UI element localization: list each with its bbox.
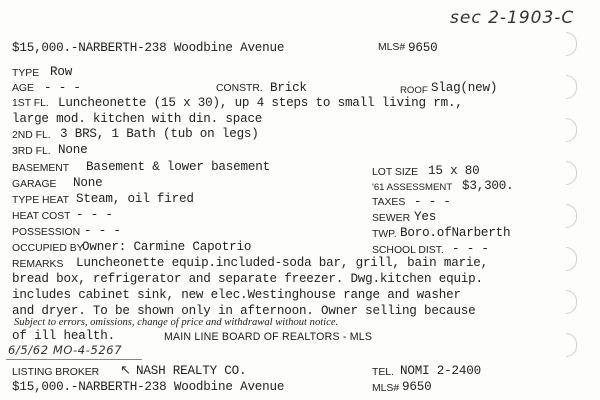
remarks-line4: and dryer. To be shown only in afternoon. Owner selling because <box>12 304 476 318</box>
sewer-label: SEWER <box>372 213 411 224</box>
tel-value: NOMI 2-2400 <box>400 364 481 378</box>
constr-label: CONSTR. <box>216 83 263 94</box>
basement-value: Basement & lower basement <box>86 160 270 174</box>
garage-label: GARAGE <box>12 179 57 190</box>
tel-label: TEL. <box>372 367 394 378</box>
constr-value: Brick <box>270 81 307 95</box>
possession-value: - - - <box>84 224 121 238</box>
first-floor-label: 1ST FL. <box>12 98 49 109</box>
punch-hole <box>566 290 577 314</box>
punch-hole <box>566 75 577 99</box>
school-dist-value: - - - <box>452 242 489 256</box>
third-floor-label: 3RD FL. <box>12 146 51 157</box>
assessment-value: $3,300. <box>462 179 514 193</box>
type-value: Row <box>50 65 73 79</box>
disclaimer: Subject to errors, omissions, change of price and withdrawal without notice. <box>14 317 339 328</box>
punch-hole <box>566 204 577 228</box>
header-price-address: $15,000.-NARBERTH-238 Woodbine Avenue <box>12 41 285 55</box>
type-heat-label: TYPE HEAT <box>12 195 69 206</box>
footer-price-address: $15,000.-NARBERTH-238 Woodbine Avenue <box>12 380 285 394</box>
type-heat-value: Steam, oil fired <box>76 192 194 206</box>
remarks-line3: includes cabinet sink, new elec.Westinghouse range and washer <box>12 288 461 302</box>
footer-mls-value: 9650 <box>402 380 432 394</box>
punch-hole <box>566 118 577 142</box>
remarks-line5: of ill health. <box>12 329 116 343</box>
board-name: MAIN LINE BOARD OF REALTORS - MLS <box>164 331 373 343</box>
twp-label: TWP. <box>372 229 397 240</box>
punch-hole <box>566 32 577 56</box>
age-label: AGE <box>12 83 34 94</box>
remarks-label: REMARKS <box>12 259 64 270</box>
occupied-by-value: Owner: Carmine Capotrio <box>82 240 252 254</box>
twp-value: Boro.ofNarberth <box>400 226 511 240</box>
heat-cost-label: HEAT COST <box>12 211 71 222</box>
listing-broker-label: LISTING BROKER <box>12 367 100 378</box>
header-mls-value: 9650 <box>408 41 438 55</box>
remarks-line1: Luncheonette equip.included-soda bar, grill, bain marie, <box>76 256 489 270</box>
heat-cost-value: - - - <box>76 208 113 222</box>
remarks-line2: bread box, refrigerator and separate freezer. Dwg.kitchen equip. <box>12 272 483 286</box>
lot-size-value: 15 x 80 <box>428 164 480 178</box>
occupied-by-label: OCCUPIED BY <box>12 243 84 254</box>
age-value: - - - <box>44 81 81 95</box>
third-floor-value: None <box>58 143 88 157</box>
taxes-label: TAXES <box>372 197 406 208</box>
handwritten-underline <box>6 359 142 360</box>
first-floor-line1: Luncheonette (15 x 30), up 4 steps to small living rm., <box>58 96 463 110</box>
corner-note: sec 2-1903-C <box>450 8 575 28</box>
punch-hole <box>566 161 577 185</box>
assessment-label: '61 ASSESSMENT <box>372 182 453 193</box>
punch-hole <box>566 333 577 357</box>
lot-size-label: LOT SIZE <box>372 167 419 178</box>
second-floor-label: 2ND FL. <box>12 130 51 141</box>
type-label: TYPE <box>12 68 40 79</box>
footer-mls-label: MLS# <box>372 383 400 394</box>
broker-arrow-mark: ↖ <box>120 363 131 378</box>
possession-label: POSSESSION <box>12 227 81 238</box>
second-floor-value: 3 BRS, 1 Bath (tub on legs) <box>60 127 259 141</box>
punch-hole <box>566 247 577 271</box>
sewer-value: Yes <box>414 210 437 224</box>
handwritten-date-phone: 6/5/62 MO-4-5267 <box>8 343 123 357</box>
garage-value: None <box>73 176 103 190</box>
listing-broker-value: NASH REALTY CO. <box>136 364 247 378</box>
roof-label: ROOF <box>400 85 428 96</box>
basement-label: BASEMENT <box>12 163 70 174</box>
first-floor-line2: large mod. kitchen with din. space <box>12 112 263 126</box>
header-mls-label: MLS# <box>378 42 406 53</box>
taxes-value: - - - <box>414 195 451 209</box>
roof-value: Slag(new) <box>431 81 498 95</box>
school-dist-label: SCHOOL DIST. <box>372 245 444 256</box>
